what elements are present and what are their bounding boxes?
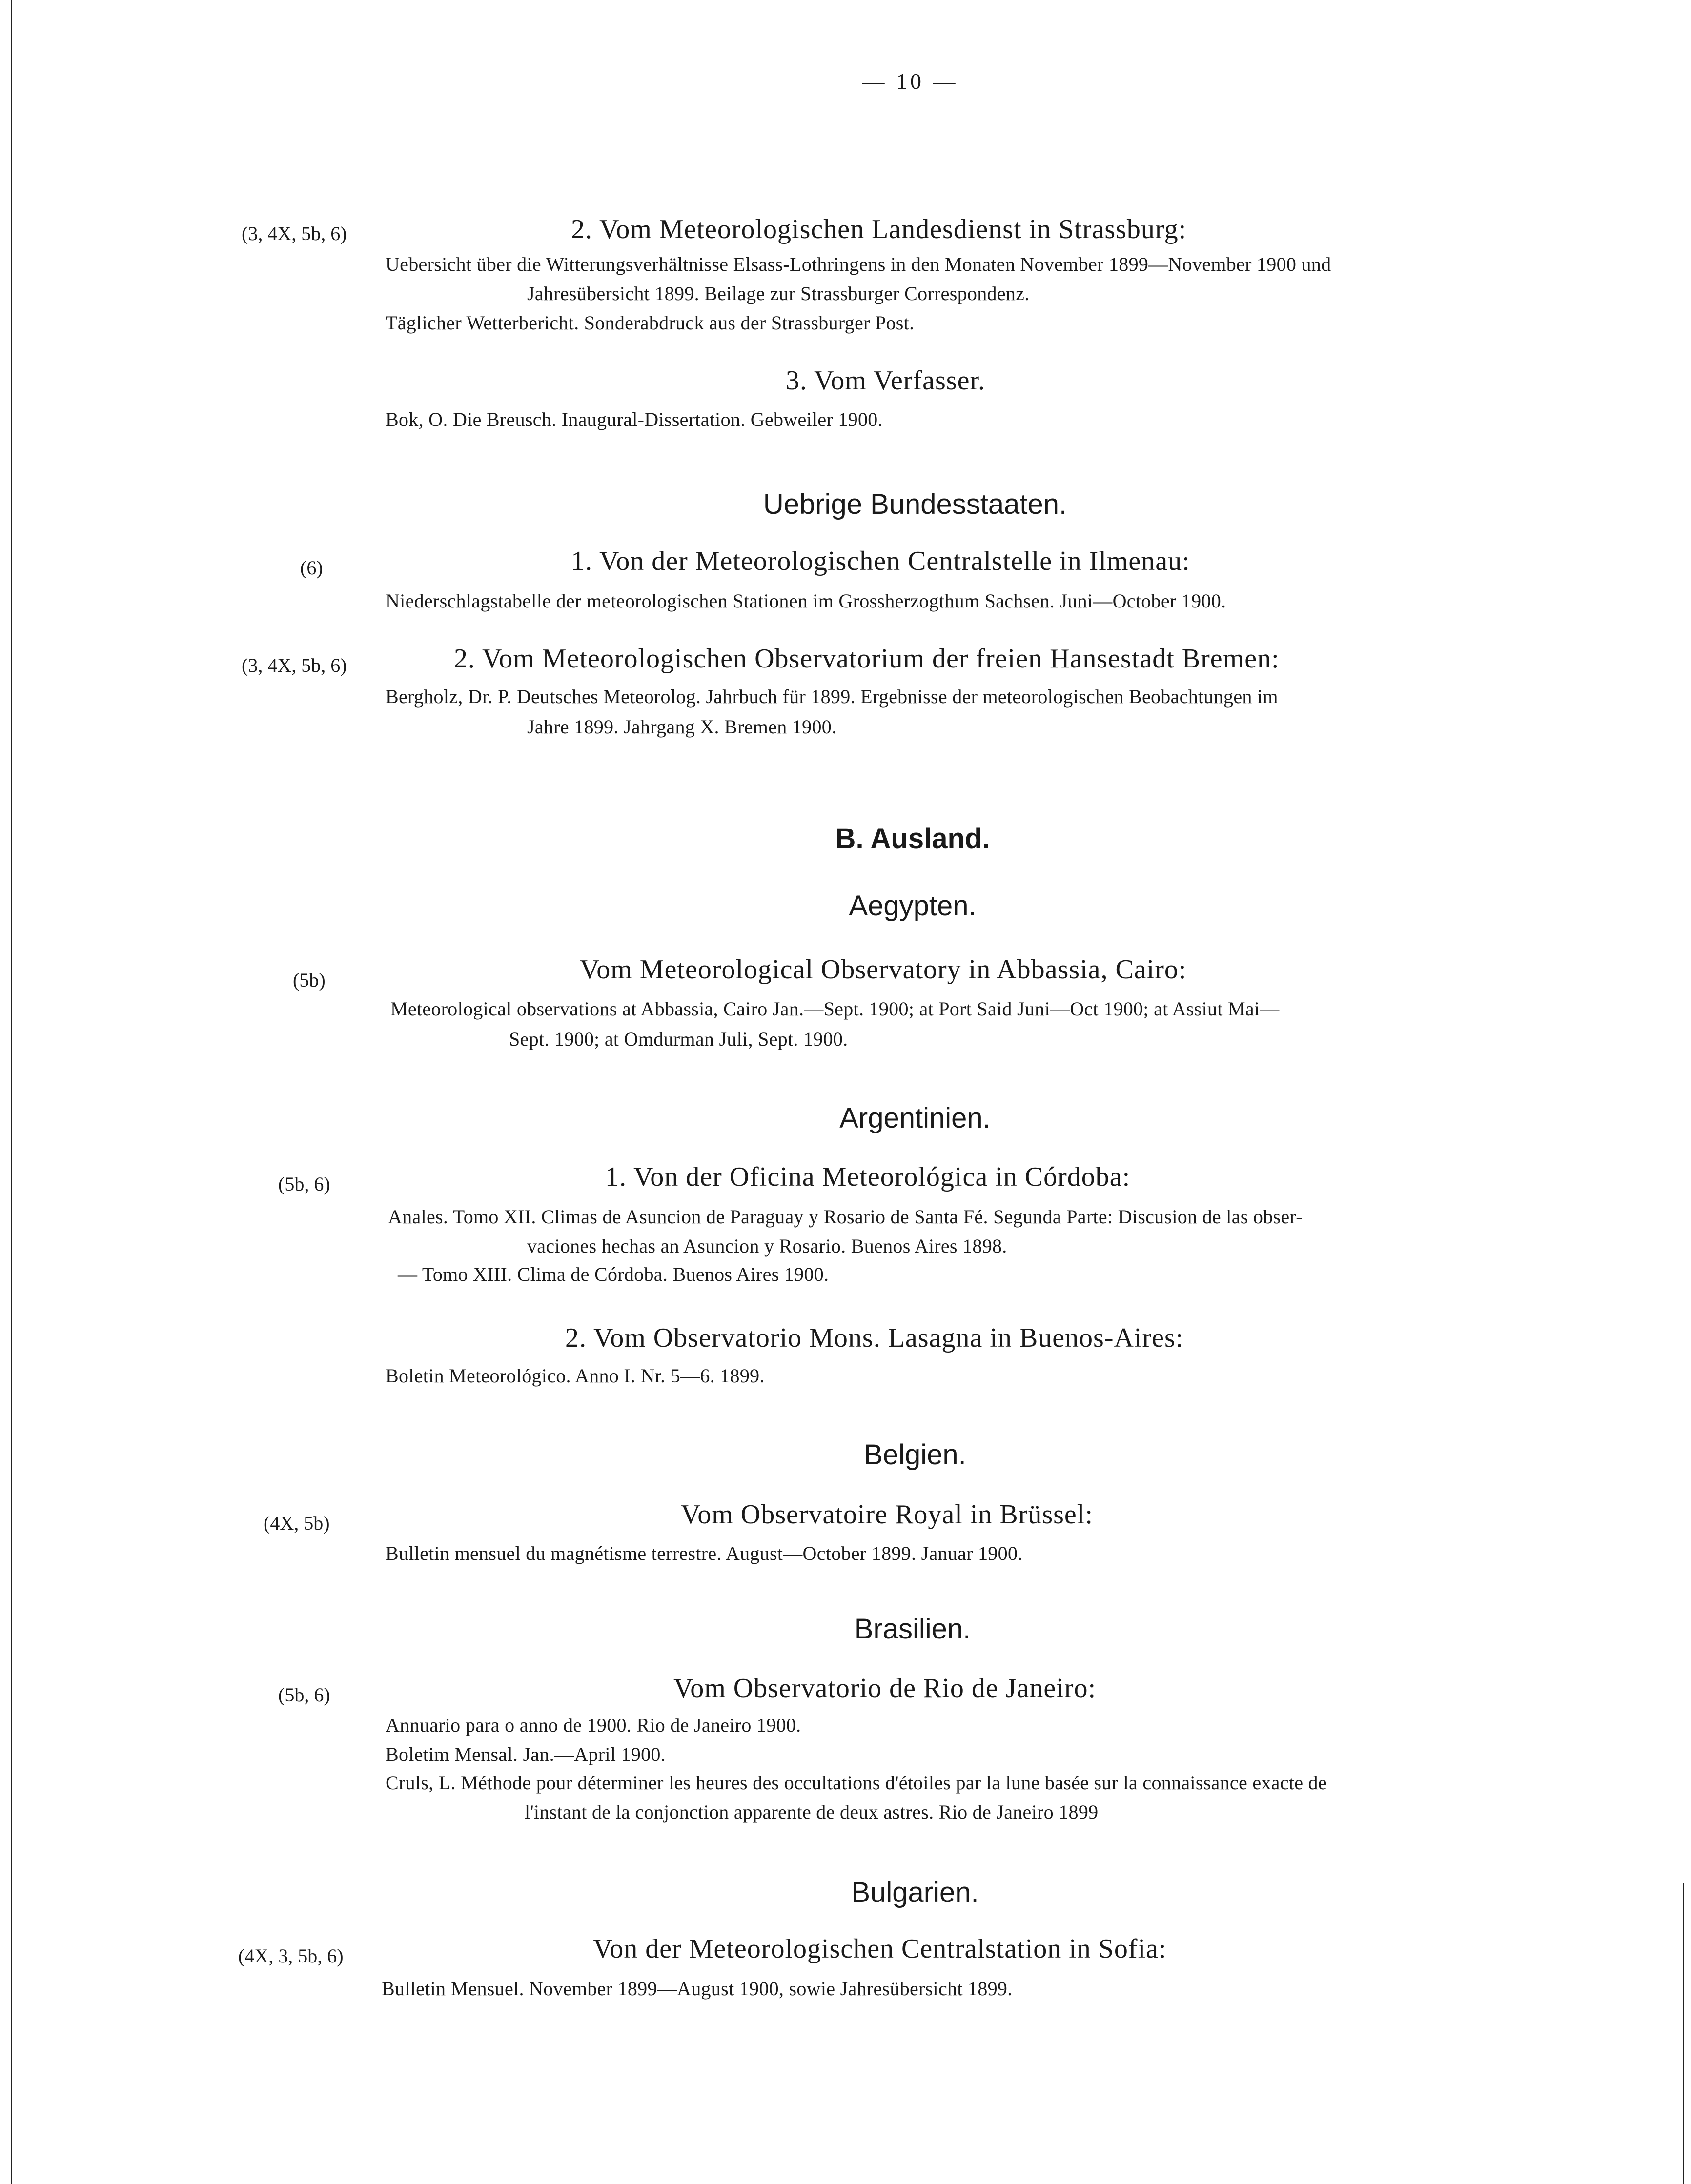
country-bulgarien: Bulgarien.	[851, 1877, 979, 1908]
heading-sofia: Von der Meteorologischen Centralstation in Sofia:	[593, 1934, 1167, 1964]
page-number: — 10 —	[862, 69, 958, 94]
heading-bremen: 2. Vom Meteorologischen Observatorium der freien Hansestadt Bremen:	[454, 644, 1280, 674]
right-scan-edge	[1683, 1883, 1684, 2184]
entry-line: Boletim Mensal. Jan.—April 1900.	[386, 1743, 666, 1765]
entry-line: Jahre 1899. Jahrgang X. Bremen 1900.	[527, 716, 837, 738]
code-ilmenau: (6)	[300, 557, 323, 579]
entry-line: Annuario para o anno de 1900. Rio de Janeiro 1900.	[386, 1714, 801, 1736]
entry-line: Bok, O. Die Breusch. Inaugural-Dissertation. Gebweiler 1900.	[386, 408, 883, 430]
country-argentinien: Argentinien.	[839, 1102, 991, 1134]
entry-line: Täglicher Wetterbericht. Sonderabdruck aus der Strassburger Post.	[386, 312, 915, 334]
entry-line: Niederschlagstabelle der meteorologischen Stationen im Grossherzogthum Sachsen. Juni—October 1900.	[386, 590, 1226, 612]
heading-cordoba: 1. Von der Oficina Meteorológica in Córdoba:	[605, 1162, 1131, 1192]
heading-strassburg: 2. Vom Meteorologischen Landesdienst in Strassburg:	[571, 214, 1187, 244]
heading-lasagna: 2. Vom Observatorio Mons. Lasagna in Buenos-Aires:	[565, 1323, 1184, 1353]
entry-line: Bulletin Mensuel. November 1899—August 1900, sowie Jahresübersicht 1899.	[382, 1978, 1013, 2000]
code-bulgarien: (4X, 3, 5b, 6)	[238, 1945, 344, 1967]
entry-line: Cruls, L. Méthode pour déterminer les heures des occultations d'étoiles par la lune basée sur la connaissance exacte de	[386, 1772, 1327, 1794]
entry-line: l'instant de la conjonction apparente de deux astres. Rio de Janeiro 1899	[525, 1801, 1099, 1823]
entry-line: Anales. Tomo XII. Climas de Asuncion de Paraguay y Rosario de Santa Fé. Segunda Parte: Discusion de las obser-	[388, 1206, 1303, 1228]
country-belgien: Belgien.	[864, 1439, 966, 1471]
heading-ilmenau: 1. Von der Meteorologischen Centralstelle in Ilmenau:	[571, 546, 1190, 576]
entry-line: Meteorological observations at Abbassia, Cairo Jan.—Sept. 1900; at Port Said Juni—Oct 1900; at Assiut Mai—	[390, 998, 1280, 1020]
code-belgien: (4X, 5b)	[264, 1512, 330, 1534]
entry-line: Bulletin mensuel du magnétisme terrestre. August—October 1899. Januar 1900.	[386, 1542, 1023, 1564]
entry-line: Bergholz, Dr. P. Deutsches Meteorolog. Jahrbuch für 1899. Ergebnisse der meteorologischen Beobachtungen im	[386, 686, 1278, 708]
code-strassburg: (3, 4X, 5b, 6)	[242, 222, 347, 244]
code-bremen: (3, 4X, 5b, 6)	[242, 654, 347, 676]
heading-rio: Vom Observatorio de Rio de Janeiro:	[673, 1673, 1097, 1703]
code-aegypten: (5b)	[293, 969, 326, 991]
heading-bruessel: Vom Observatoire Royal in Brüssel:	[681, 1499, 1093, 1530]
heading-verfasser: 3. Vom Verfasser.	[786, 365, 985, 396]
entry-line: — Tomo XIII. Clima de Córdoba. Buenos Aires 1900.	[398, 1263, 829, 1285]
left-scan-edge	[11, 0, 12, 2184]
country-brasilien: Brasilien.	[854, 1613, 971, 1645]
entry-line: Jahresübersicht 1899. Beilage zur Strassburger Correspondenz.	[527, 283, 1030, 304]
heading-aegypten: Vom Meteorological Observatory in Abbassia, Cairo:	[580, 954, 1187, 985]
code-argentinien: (5b, 6)	[278, 1173, 330, 1195]
entry-line: Uebersicht über die Witterungsverhältnisse Elsass-Lothringens in den Monaten November 1899—November 1900 und	[386, 253, 1331, 275]
entry-line: Boletin Meteorológico. Anno I. Nr. 5—6. 1899.	[386, 1365, 765, 1387]
section-ausland: B. Ausland.	[835, 823, 990, 854]
country-aegypten: Aegypten.	[849, 890, 977, 922]
section-uebrige-bundesstaaten: Uebrige Bundesstaaten.	[763, 488, 1067, 520]
code-brasilien: (5b, 6)	[278, 1684, 330, 1706]
entry-line: Sept. 1900; at Omdurman Juli, Sept. 1900.	[509, 1028, 848, 1050]
entry-line: vaciones hechas an Asuncion y Rosario. Buenos Aires 1898.	[527, 1235, 1007, 1257]
